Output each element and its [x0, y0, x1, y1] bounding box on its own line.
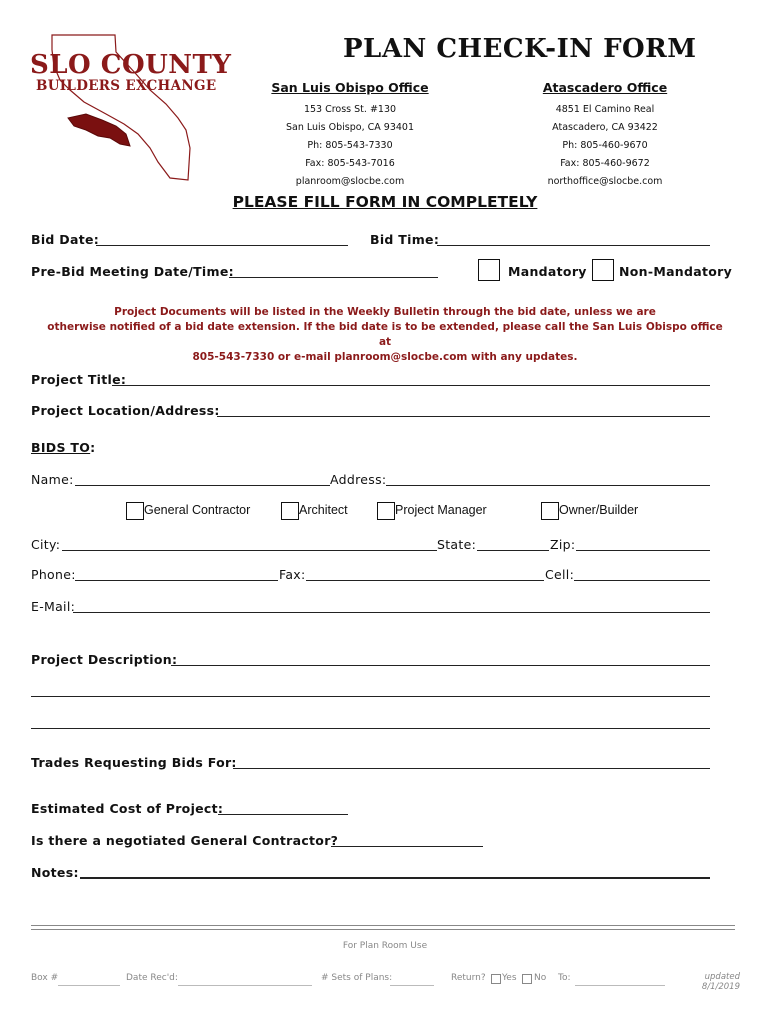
project-description-line3[interactable] — [31, 728, 710, 729]
updated-note — [700, 972, 740, 992]
prebid-field[interactable] — [229, 277, 438, 278]
trades-label: Trades Requesting Bids For: — [31, 755, 237, 770]
non-mandatory-label: Non-Mandatory — [619, 264, 733, 279]
city-field[interactable] — [62, 550, 437, 551]
project-manager-label: Project Manager — [395, 503, 487, 517]
fax-field[interactable] — [306, 580, 544, 581]
owner-builder-checkbox[interactable] — [541, 502, 559, 520]
owner-builder-label: Owner/Builder — [559, 503, 639, 517]
name-label: Name: — [31, 472, 74, 487]
bids-to-colon: : — [90, 440, 96, 455]
date-recd-label: Date Rec'd: — [126, 973, 178, 983]
phone-label: Phone: — [31, 567, 76, 582]
email-field[interactable] — [73, 612, 710, 613]
negotiated-gc-label: Is there a negotiated General Contractor? — [31, 833, 339, 848]
mandatory-label: Mandatory — [508, 264, 587, 279]
architect-label: Architect — [299, 503, 348, 517]
box-label: Box # — [31, 973, 59, 983]
estimated-cost-field[interactable] — [218, 814, 348, 815]
bids-to-label: BIDS TO — [31, 440, 91, 455]
bid-date-field[interactable] — [96, 245, 348, 246]
box-field[interactable] — [58, 985, 120, 986]
return-label: Return? — [451, 973, 486, 983]
return-yes-label: Yes — [502, 973, 517, 983]
project-manager-checkbox[interactable] — [377, 502, 395, 520]
cell-field[interactable] — [574, 580, 710, 581]
office-fax: Fax: 805-543-7016 — [305, 158, 395, 169]
form-title: PLAN CHECK-IN FORM — [343, 34, 697, 64]
phone-field[interactable] — [75, 580, 278, 581]
bid-time-label: Bid Time: — [370, 232, 440, 247]
office-phone: Ph: 805-460-9670 — [562, 140, 648, 151]
trades-field[interactable] — [233, 768, 710, 769]
office-email: northoffice@slocbe.com — [547, 176, 663, 187]
logo-line1: SLO COUNTY — [30, 50, 232, 80]
project-title-field[interactable] — [112, 385, 710, 386]
estimated-cost-label: Estimated Cost of Project: — [31, 801, 224, 816]
bid-time-field[interactable] — [437, 245, 710, 246]
mandatory-checkbox[interactable] — [478, 259, 500, 281]
fax-label: Fax: — [279, 567, 306, 582]
notice-line3: 805-543-7330 or e-mail planroom@slocbe.com with any updates. — [192, 351, 578, 363]
to-label: To: — [558, 973, 571, 983]
zip-field[interactable] — [576, 550, 710, 551]
project-description-line2[interactable] — [31, 696, 710, 697]
non-mandatory-checkbox[interactable] — [592, 259, 614, 281]
general-contractor-checkbox[interactable] — [126, 502, 144, 520]
return-no-checkbox[interactable] — [522, 974, 532, 984]
notice-text — [40, 305, 730, 365]
plan-room-heading: For Plan Room Use — [342, 941, 428, 951]
footer-divider — [31, 925, 735, 930]
office-phone: Ph: 805-543-7330 — [307, 140, 393, 151]
office-street: 153 Cross St. #130 — [303, 104, 397, 115]
state-field[interactable] — [477, 550, 549, 551]
office-email: planroom@slocbe.com — [295, 176, 405, 187]
office-city: Atascadero, CA 93422 — [552, 122, 658, 133]
updated-label: updated — [704, 972, 740, 982]
notice-line2: otherwise notified of a bid date extension. If the bid date is to be extended, please call the San Luis Obispo office at — [47, 321, 723, 348]
notes-field[interactable] — [80, 877, 710, 879]
office-street: 4851 El Camino Real — [555, 104, 655, 115]
address-label: Address: — [330, 472, 387, 487]
sets-field[interactable] — [390, 985, 434, 986]
return-no-label: No — [534, 973, 547, 983]
zip-label: Zip: — [550, 537, 576, 552]
logo-line2: BUILDERS EXCHANGE — [36, 78, 217, 94]
office-name: Atascadero Office — [542, 80, 668, 95]
project-description-field[interactable] — [171, 665, 710, 666]
project-location-field[interactable] — [217, 416, 710, 417]
bids-to-heading — [31, 440, 95, 455]
return-yes-checkbox[interactable] — [491, 974, 501, 984]
office-name: San Luis Obispo Office — [271, 80, 429, 95]
architect-checkbox[interactable] — [281, 502, 299, 520]
email-label: E-Mail: — [31, 599, 76, 614]
name-field[interactable] — [75, 485, 330, 486]
notes-label: Notes: — [31, 865, 79, 880]
to-field[interactable] — [575, 985, 665, 986]
general-contractor-label: General Contractor — [144, 503, 251, 517]
office-slo — [255, 80, 445, 187]
updated-date: 8/1/2019 — [701, 982, 740, 992]
negotiated-gc-field[interactable] — [331, 846, 483, 847]
notice-line1: Project Documents will be listed in the Weekly Bulletin through the bid date, unless we are — [114, 306, 656, 318]
office-city: San Luis Obispo, CA 93401 — [286, 122, 414, 133]
city-label: City: — [31, 537, 61, 552]
fill-completely-heading: PLEASE FILL FORM IN COMPLETELY — [232, 193, 538, 211]
bid-date-label: Bid Date: — [31, 232, 100, 247]
cell-label: Cell: — [545, 567, 575, 582]
state-label: State: — [437, 537, 477, 552]
prebid-label: Pre-Bid Meeting Date/Time: — [31, 264, 234, 279]
project-title-label: Project Title: — [31, 372, 127, 387]
project-description-label: Project Description: — [31, 652, 178, 667]
project-location-label: Project Location/Address: — [31, 403, 220, 418]
office-fax: Fax: 805-460-9672 — [560, 158, 650, 169]
sets-label: # Sets of Plans: — [321, 973, 393, 983]
date-recd-field[interactable] — [178, 985, 312, 986]
office-atascadero — [510, 80, 700, 187]
address-field[interactable] — [386, 485, 710, 486]
